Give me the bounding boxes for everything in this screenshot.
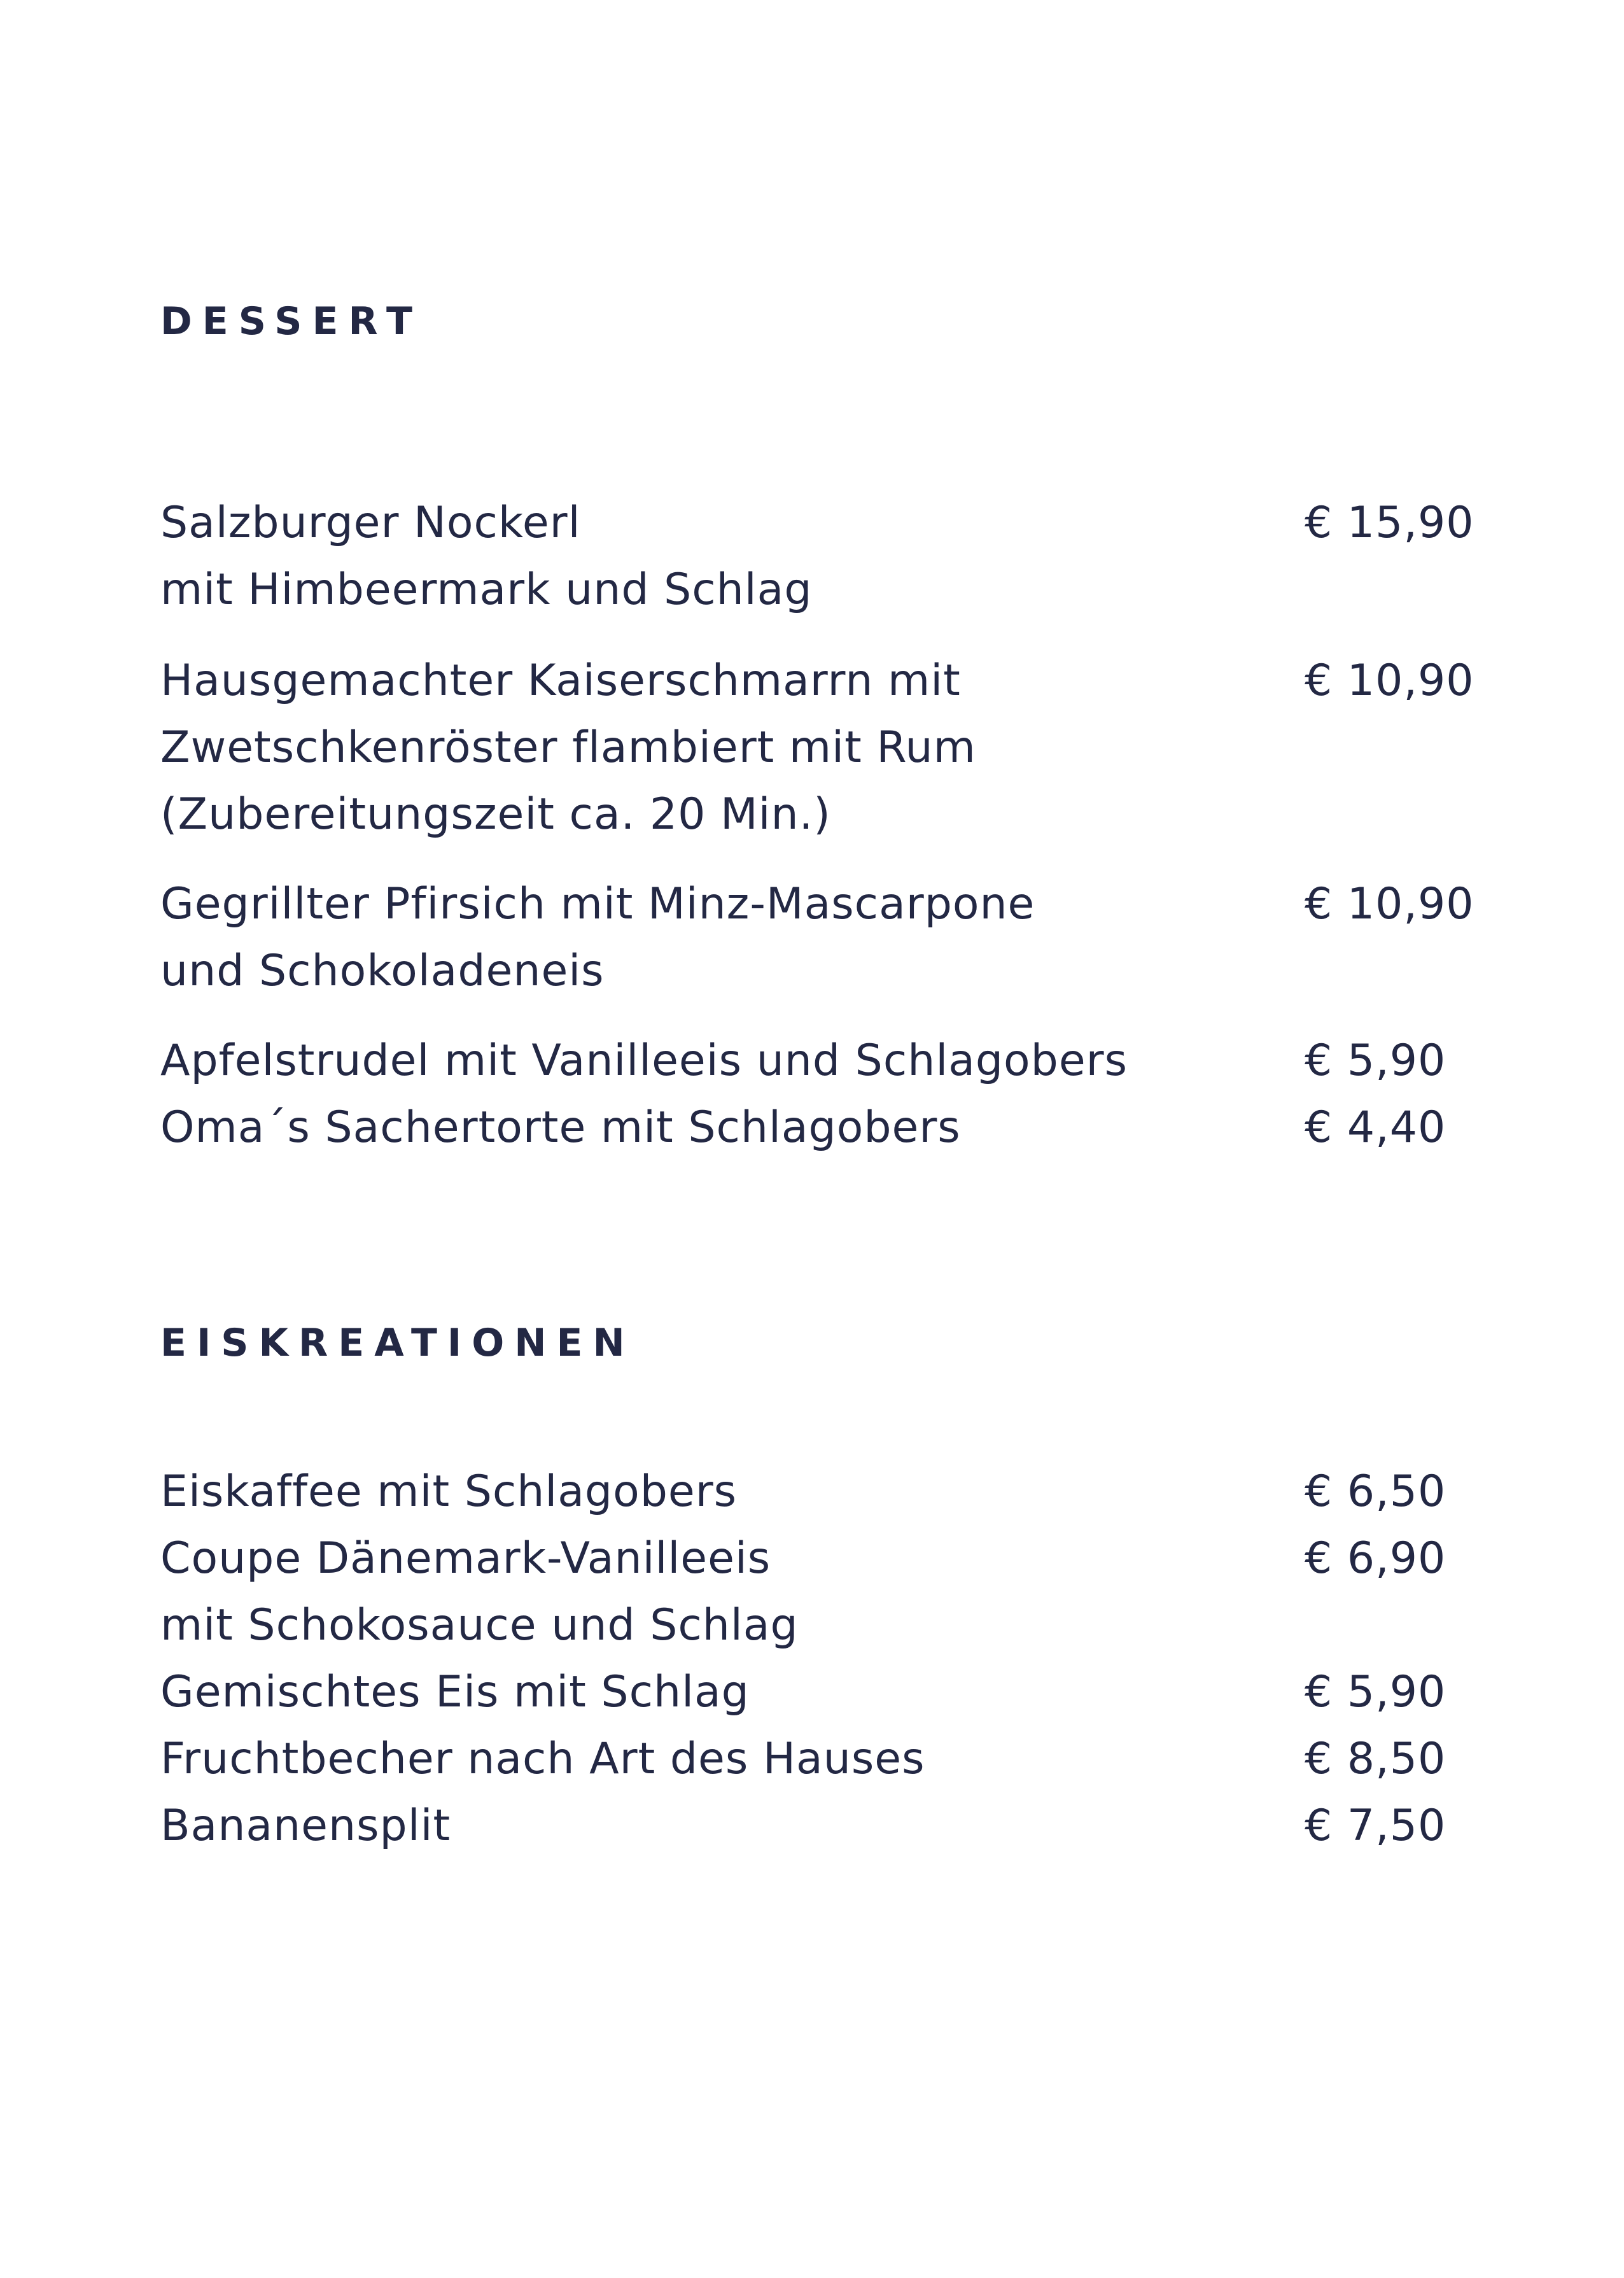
dessert-item-1-line-2: mit Himbeermark und Schlag	[160, 565, 813, 615]
eis-item-2-line-2: mit Schokosauce und Schlag	[160, 1600, 799, 1650]
dessert-item-5-line-1: Oma´s Sachertorte mit Schlagobers	[160, 1102, 961, 1153]
section-title-eiskreationen: EISKREATIONEN	[160, 1321, 635, 1365]
dessert-item-3-price: € 10,90	[1305, 879, 1474, 929]
dessert-item-1-price: € 15,90	[1305, 498, 1474, 548]
eis-item-1-line-1: Eiskaffee mit Schlagobers	[160, 1466, 738, 1517]
dessert-item-5-price: € 4,40	[1305, 1102, 1446, 1153]
dessert-item-4-line-1: Apfelstrudel mit Vanilleeis und Schlagobers	[160, 1036, 1128, 1086]
dessert-item-3-line-2: und Schokoladeneis	[160, 946, 605, 996]
section-title-dessert: DESSERT	[160, 299, 423, 344]
dessert-item-2-line-3: (Zubereitungszeit ca. 20 Min.)	[160, 789, 831, 840]
eis-item-3-price: € 5,90	[1305, 1667, 1446, 1717]
eis-item-5-price: € 7,50	[1305, 1801, 1446, 1851]
dessert-item-1-line-1: Salzburger Nockerl	[160, 498, 581, 548]
eis-item-2-line-1: Coupe Dänemark-Vanilleeis	[160, 1533, 771, 1584]
eis-item-3-line-1: Gemischtes Eis mit Schlag	[160, 1667, 750, 1717]
eis-item-4-price: € 8,50	[1305, 1734, 1446, 1784]
dessert-item-2-line-2: Zwetschkenröster flambiert mit Rum	[160, 722, 976, 773]
dessert-item-3-line-1: Gegrillter Pfirsich mit Minz-Mascarpone	[160, 879, 1035, 929]
dessert-item-2-line-1: Hausgemachter Kaiserschmarrn mit	[160, 656, 961, 706]
dessert-item-4-price: € 5,90	[1305, 1036, 1446, 1086]
dessert-item-2-price: € 10,90	[1305, 656, 1474, 706]
eis-item-5-line-1: Bananensplit	[160, 1801, 451, 1851]
eis-item-4-line-1: Fruchtbecher nach Art des Hauses	[160, 1734, 925, 1784]
eis-item-1-price: € 6,50	[1305, 1466, 1446, 1517]
eis-item-2-price: € 6,90	[1305, 1533, 1446, 1584]
